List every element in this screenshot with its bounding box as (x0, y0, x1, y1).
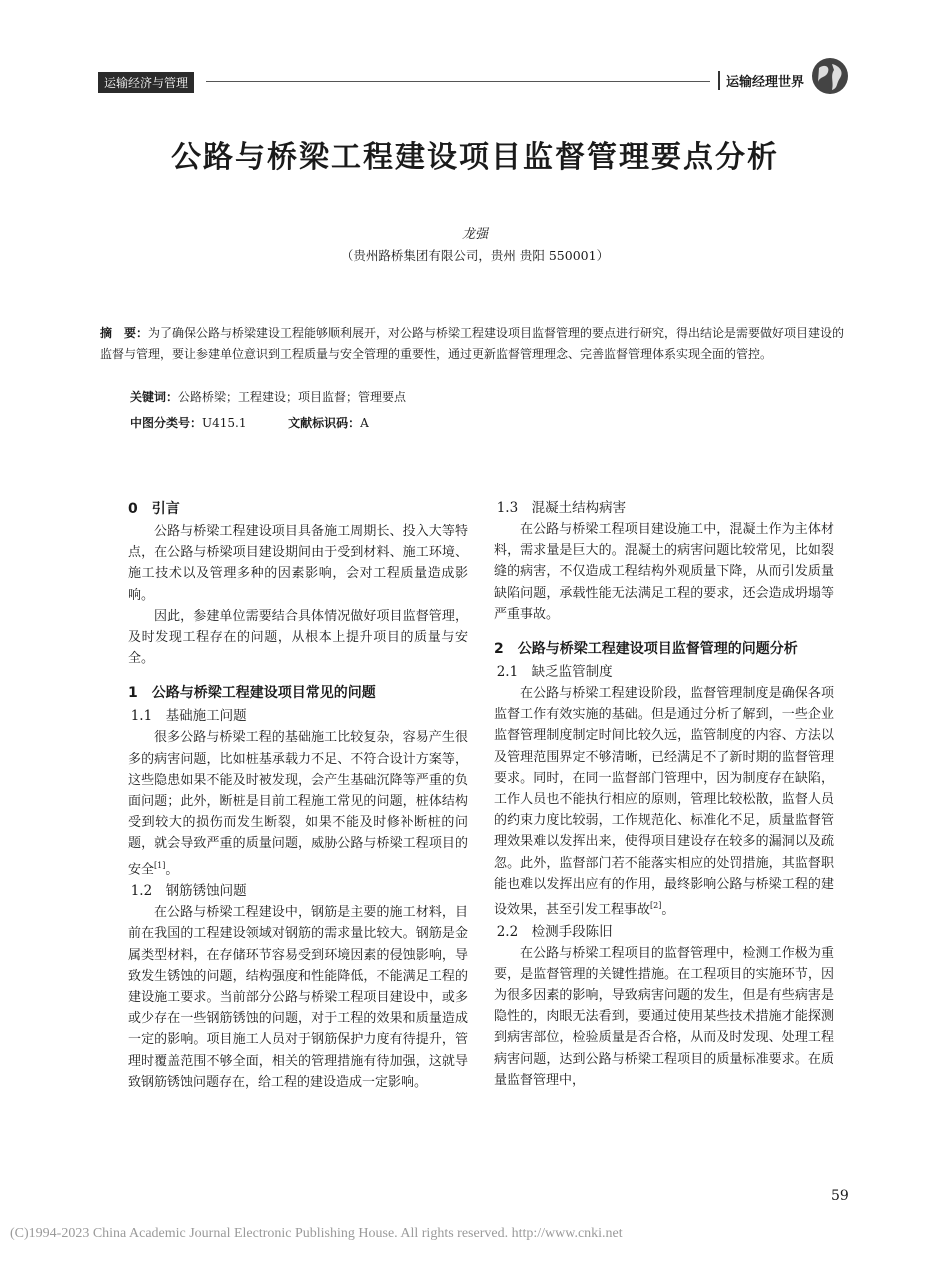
section-tag: 运输经济与管理 (98, 72, 194, 93)
citation: [2] (650, 901, 662, 911)
section-2-heading: 2 公路与桥梁工程建设项目监督管理的问题分析 (494, 641, 798, 658)
abstract-label: 摘 要： (100, 326, 149, 340)
keywords-text: 公路桥梁；工程建设；项目监督；管理要点 (178, 390, 407, 404)
doc-code-label: 文献标识码： (288, 416, 361, 430)
keywords-label: 关键词： (130, 390, 179, 404)
paragraph: 在公路与桥梁工程建设中，钢筋是主要的施工材料，目前在我国的工程建设领域对钢筋的需求量比较大。钢筋是金属类型材料，在存储环节容易受到环境因素的侵蚀影响，导致发生锈蚀的问题，结构强度和性能降低，不能满足工程的建设施工要求。当前部分公路与桥梁工程项目建设中，或多或少存在一些钢筋锈蚀的问题，对于工程的效果和质量造成一定的影响。项目施工人员对于钢筋保护力度有待提升，管理时覆盖范围不够全面，相关的管理措施有待加强，这就导致钢筋锈蚀问题存在，给工程的建设造成一定影响。 (128, 905, 468, 1090)
paragraph: 很多公路与桥梁工程的基础施工比较复杂，容易产生很多的病害问题，比如桩基承载力不足、不符合设计方案等，这些隐患如果不能及时被发现，会产生基础沉降等严重的负面问题；此外，断桩是目前工程施工常见的问题，桩体结构受到较大的损伤而发生断裂，如果不能及时修补断桩的问题，就会导致严重的质量问题，威胁公路与桥梁工程项目的安全[1]。 (128, 730, 468, 877)
section-1-heading: 1 公路与桥梁工程建设项目常见的问题 (128, 685, 376, 702)
page-header (98, 64, 850, 100)
left-column (128, 497, 468, 1093)
right-column (494, 497, 834, 1091)
section-1-2-heading: 1.2 钢筋锈蚀问题 (130, 883, 247, 900)
citation: [1] (154, 860, 166, 870)
paragraph: 在公路与桥梁工程建设阶段，监督管理制度是确保各项监督工作有效实施的基础。但是通过分析了解到，一些企业监督管理制度制定时间比较久远，监管制度的内容、方法以及管理范围界定不够清晰，已经满足不了新时期的监督管理要求。同时，在同一监督部门管理中，因为制度存在缺陷，工作人员也不能执行相应的原则，管理比较松散，监督人员的约束力度比较弱，工作规范化、标准化不足，质量监督管理效果难以发挥出来，使得项目建设存在较多的漏洞以及疏忽。此外，监督部门若不能落实相应的处罚措施，其监督职能也难以发挥出应有的作用，最终影响公路与桥梁工程的建设效果，甚至引发工程事故[2]。 (494, 686, 834, 918)
doc-code-value: A (360, 416, 369, 430)
header-rule (206, 81, 710, 82)
clc-label: 中图分类号： (130, 416, 203, 430)
section-0-heading: 0 引言 (128, 501, 180, 517)
section-1-1-heading: 1.1 基础施工问题 (130, 708, 247, 725)
keywords (130, 388, 406, 405)
paragraph: 公路与桥梁工程建设项目具备施工周期长、投入大等特点，在公路与桥梁项目建设期间由于受到材料、施工环境、施工技术以及管理多种的因素影响，会对工程质量造成影响。 (128, 524, 468, 603)
section-1-3-heading: 1.3 混凝土结构病害 (496, 500, 627, 516)
abstract-text: 为了确保公路与桥梁建设工程能够顺利展开，对公路与桥梁工程建设项目监督管理的要点进行研究，得出结论是需要做好项目建设的监督与管理，要让参建单位意识到工程质量与安全管理的重要性，通过更新监督管理理念、完善监督管理体系实现全面的管控。 (100, 326, 845, 361)
abstract (100, 323, 852, 365)
paragraph: 因此，参建单位需要结合具体情况做好项目监督管理，及时发现工程存在的问题，从根本上提升项目的质量与安全。 (128, 608, 468, 667)
paragraph: 在公路与桥梁工程项目的监督管理中，检测工作极为重要，是监督管理的关键性措施。在工程项目的实施环节，因为很多因素的影响，导致病害问题的发生，但是有些病害是隐性的，肉眼无法看到，要通过使用某些技术措施才能探测到病害部位，检验质量是否合格，从而及时发现、处理工程病害问题，达到公路与桥梁工程项目的质量标准要求。在质量监督管理中， (494, 945, 834, 1088)
clc-value: U415.1 (202, 416, 247, 430)
paper-title: 公路与桥梁工程建设项目监督管理要点分析 (171, 140, 779, 175)
page-number: 59 (831, 1188, 849, 1204)
section-2-2-heading: 2.2 检测手段陈旧 (496, 923, 613, 940)
classification (130, 414, 369, 431)
section-2-1-heading: 2.1 缺乏监管制度 (496, 664, 613, 681)
author: 龙强 (461, 227, 488, 242)
globe-icon (810, 56, 850, 96)
affiliation: （贵州路桥集团有限公司，贵州 贵阳 550001） (340, 248, 610, 263)
paragraph: 在公路与桥梁工程项目建设施工中，混凝土作为主体材料，需求量是巨大的。混凝土的病害问题比较常见，比如裂缝的病害，不仅造成工程结构外观质量下降，从而引发质量缺陷问题，承载性能无法满足工程的要求，还会造成坍塌等严重事故。 (494, 522, 834, 622)
journal-name: 运输经理世界 (718, 71, 804, 90)
copyright-footer: (C)1994-2023 China Academic Journal Electronic Publishing House. All rights reserved. http://www.cnki.net (10, 1226, 623, 1241)
